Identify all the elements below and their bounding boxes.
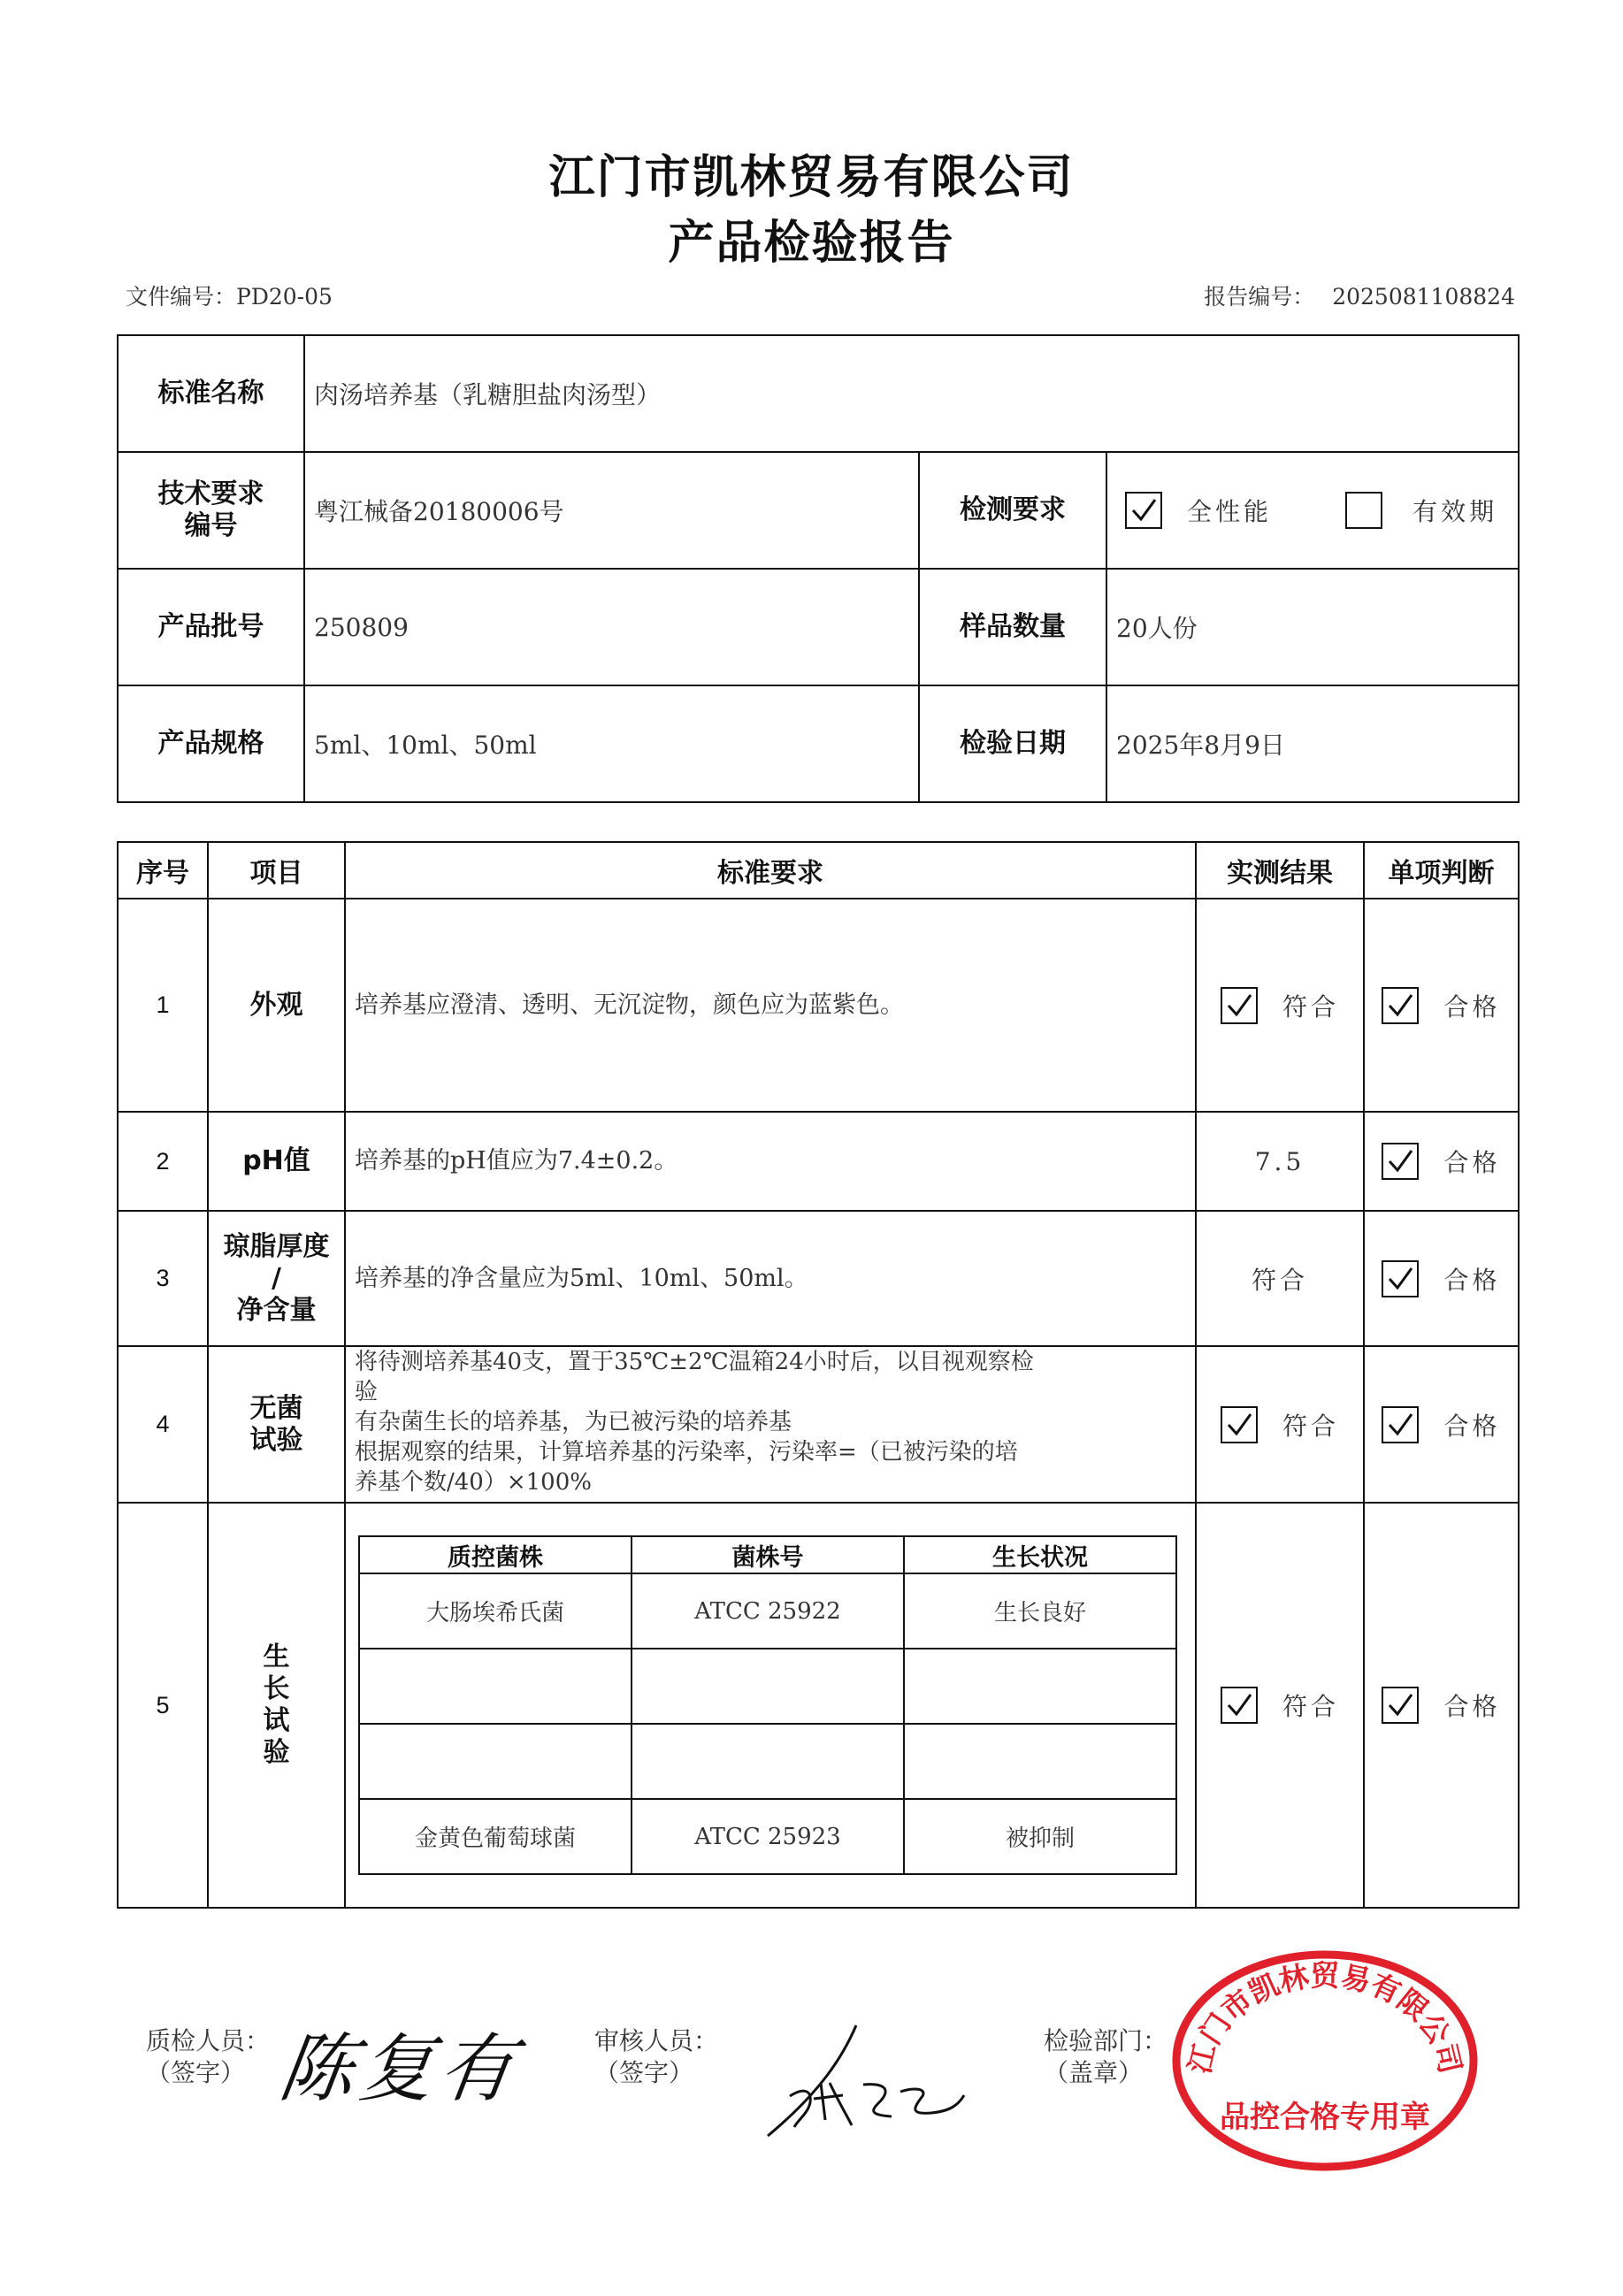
- row-no: 4: [118, 1346, 208, 1503]
- test-req-options: [1106, 452, 1519, 569]
- row-item-line1: 无菌: [249, 1392, 303, 1424]
- table-row: [118, 1112, 1519, 1211]
- strain-name: [359, 1649, 632, 1724]
- test-req-label: 检测要求: [919, 452, 1106, 569]
- row-judge: [1364, 1503, 1519, 1908]
- judge-checkbox[interactable]: [1382, 1260, 1419, 1297]
- spec-label: 产品规格: [118, 685, 304, 802]
- row-item: 外观: [208, 899, 345, 1112]
- sample-qty-label: 样品数量: [919, 569, 1106, 685]
- row-req: 培养基应澄清、透明、无沉淀物，颜色应为蓝紫色。: [345, 899, 1196, 1112]
- growth-status: [904, 1724, 1176, 1799]
- inspector-block: [146, 2025, 270, 2089]
- full-performance-label: 全性能: [1187, 497, 1273, 526]
- row-no: 1: [118, 899, 208, 1112]
- row-req: [345, 1346, 1196, 1503]
- row-judge: [1364, 899, 1519, 1112]
- reviewer-block: [594, 2025, 718, 2089]
- row-result: [1196, 899, 1364, 1112]
- strain-row: [359, 1649, 1176, 1724]
- row-item-line2: 试验: [249, 1424, 303, 1456]
- strain-id-header: 菌株号: [632, 1536, 904, 1573]
- report-number: [1204, 279, 1515, 311]
- tech-req-label-line2: 编号: [184, 510, 238, 541]
- growth-status: 被抑制: [904, 1799, 1176, 1874]
- result-text: 符合: [1282, 991, 1339, 1022]
- strain-row: [359, 1724, 1176, 1799]
- reviewer-signature: [759, 2021, 989, 2145]
- judge-text: 合格: [1443, 1411, 1501, 1441]
- judge-checkbox[interactable]: [1382, 1143, 1419, 1180]
- info-table: [117, 334, 1520, 803]
- test-date-label: 检验日期: [919, 685, 1106, 802]
- dept-block: [1044, 2025, 1167, 2089]
- strain-id: ATCC 25922: [632, 1573, 904, 1649]
- row-item-char: 试: [263, 1705, 290, 1736]
- row-no: 2: [118, 1112, 208, 1211]
- row-req-line3: 有杂菌生长的培养基，为已被污染的培养基: [355, 1409, 792, 1435]
- row-item-char: 生: [263, 1642, 290, 1672]
- judge-text: 合格: [1443, 1265, 1501, 1295]
- doc-number: 文件编号：PD20-05: [126, 284, 333, 310]
- row-result: 7.5: [1196, 1112, 1364, 1211]
- judge-checkbox[interactable]: [1382, 987, 1419, 1024]
- tech-req-label-line1: 技术要求: [157, 478, 264, 509]
- inspector-label: 质检人员：: [146, 2026, 271, 2055]
- row-judge: [1364, 1211, 1519, 1346]
- row-judge: [1364, 1346, 1519, 1503]
- result-text: 符合: [1282, 1411, 1339, 1441]
- check-icon: [1386, 991, 1414, 1020]
- row-req-line4: 根据观察的结果，计算培养基的污染率，污染率=（已被污染的培: [355, 1439, 1018, 1466]
- judge-checkbox[interactable]: [1382, 1687, 1419, 1724]
- dept-sub: （盖章）: [1044, 2058, 1144, 2087]
- strain-header: 质控菌株: [359, 1536, 632, 1573]
- standard-name-label: 标准名称: [118, 335, 304, 452]
- growth-status: [904, 1649, 1176, 1724]
- report-number-value: 2025081108824: [1332, 284, 1515, 310]
- header-req: 标准要求: [345, 842, 1196, 899]
- row-req-line1: 将待测培养基40支，置于35℃±2℃温箱24小时后，以目视观察检: [355, 1349, 1034, 1375]
- judge-text: 合格: [1443, 1148, 1501, 1177]
- strain-name: [359, 1724, 632, 1799]
- results-table: [117, 841, 1520, 1909]
- row-req: 培养基的净含量应为5ml、10ml、50ml。: [345, 1211, 1196, 1346]
- result-checkbox[interactable]: [1221, 1687, 1258, 1724]
- strain-name: 大肠埃希氏菌: [359, 1573, 632, 1649]
- tech-req-value: 粤江械备20180006号: [304, 452, 919, 569]
- company-title: 江门市凯林贸易有限公司: [548, 151, 1075, 204]
- row-req-line5: 养基个数/40）×100%: [355, 1469, 592, 1496]
- row-no: 3: [118, 1211, 208, 1346]
- report-title: 产品检验报告: [668, 217, 955, 270]
- row-item-line3: 净含量: [236, 1294, 317, 1326]
- seal-bottom-text: 品控合格专用章: [1220, 2100, 1430, 2135]
- result-checkbox[interactable]: [1221, 1406, 1258, 1443]
- row-req: [345, 1503, 1196, 1908]
- row-item-char: 验: [263, 1737, 290, 1768]
- check-icon: [1225, 1411, 1253, 1439]
- inspector-signature: 陈复有: [274, 2025, 525, 2112]
- validity-label: 有效期: [1412, 497, 1498, 526]
- check-icon: [1386, 1265, 1414, 1293]
- check-icon: [1225, 991, 1253, 1020]
- judge-text: 合格: [1443, 991, 1501, 1022]
- company-seal: [1166, 1946, 1484, 2176]
- strain-table: [358, 1535, 1177, 1875]
- strain-id: ATCC 25923: [632, 1799, 904, 1874]
- row-item: [208, 1346, 345, 1503]
- strain-id: [632, 1649, 904, 1724]
- strain-id: [632, 1724, 904, 1799]
- strain-row: [359, 1799, 1176, 1874]
- check-icon: [1386, 1411, 1414, 1439]
- spec-value: 5ml、10ml、50ml: [304, 685, 919, 802]
- judge-checkbox[interactable]: [1382, 1406, 1419, 1443]
- dept-label: 检验部门：: [1044, 2026, 1168, 2055]
- result-text: 符合: [1282, 1692, 1339, 1721]
- standard-name-value: 肉汤培养基（乳糖胆盐肉汤型）: [304, 335, 1519, 452]
- growth-status: 生长良好: [904, 1573, 1176, 1649]
- check-icon: [1386, 1147, 1414, 1175]
- reviewer-sub: （签字）: [594, 2058, 694, 2087]
- row-item: [208, 1503, 345, 1908]
- row-result: [1196, 1503, 1364, 1908]
- header-no: 序号: [118, 842, 208, 899]
- test-date-value: 2025年8月9日: [1106, 685, 1519, 802]
- batch-value: 250809: [304, 569, 919, 685]
- check-icon: [1225, 1691, 1253, 1719]
- strain-row: [359, 1573, 1176, 1649]
- growth-header: 生长状况: [904, 1536, 1176, 1573]
- seal-top-text: 江门市凯林贸易有限公司: [1182, 1958, 1468, 2078]
- judge-text: 合格: [1443, 1692, 1501, 1721]
- row-item-line2: /: [272, 1262, 281, 1294]
- row-item-line1: 琼脂厚度: [223, 1230, 330, 1262]
- row-result: 符合: [1196, 1211, 1364, 1346]
- row-req: 培养基的pH值应为7.4±0.2。: [345, 1112, 1196, 1211]
- inspector-sub: （签字）: [146, 2058, 246, 2087]
- batch-label: 产品批号: [118, 569, 304, 685]
- row-no: 5: [118, 1503, 208, 1908]
- table-row: [118, 1346, 1519, 1503]
- header-result: 实测结果: [1196, 842, 1364, 899]
- row-item: [208, 1211, 345, 1346]
- row-result: [1196, 1346, 1364, 1503]
- report-number-label: 报告编号：: [1204, 284, 1315, 310]
- check-icon: [1386, 1691, 1414, 1719]
- tech-req-label: [118, 452, 304, 569]
- row-item-char: 长: [263, 1673, 290, 1704]
- table-row: [118, 1211, 1519, 1346]
- row-req-line2: 验: [355, 1379, 379, 1405]
- check-icon: [1129, 496, 1158, 524]
- reviewer-label: 审核人员：: [594, 2026, 719, 2055]
- row-judge: [1364, 1112, 1519, 1211]
- table-row: [118, 899, 1519, 1112]
- table-row: [118, 1503, 1519, 1908]
- header-item: 项目: [208, 842, 345, 899]
- row-item: pH值: [208, 1112, 345, 1211]
- header-judge: 单项判断: [1364, 842, 1519, 899]
- validity-checkbox[interactable]: [1345, 492, 1382, 529]
- sample-qty-value: 20人份: [1106, 569, 1519, 685]
- full-performance-checkbox[interactable]: [1125, 492, 1162, 529]
- result-checkbox[interactable]: [1221, 987, 1258, 1024]
- strain-name: 金黄色葡萄球菌: [359, 1799, 632, 1874]
